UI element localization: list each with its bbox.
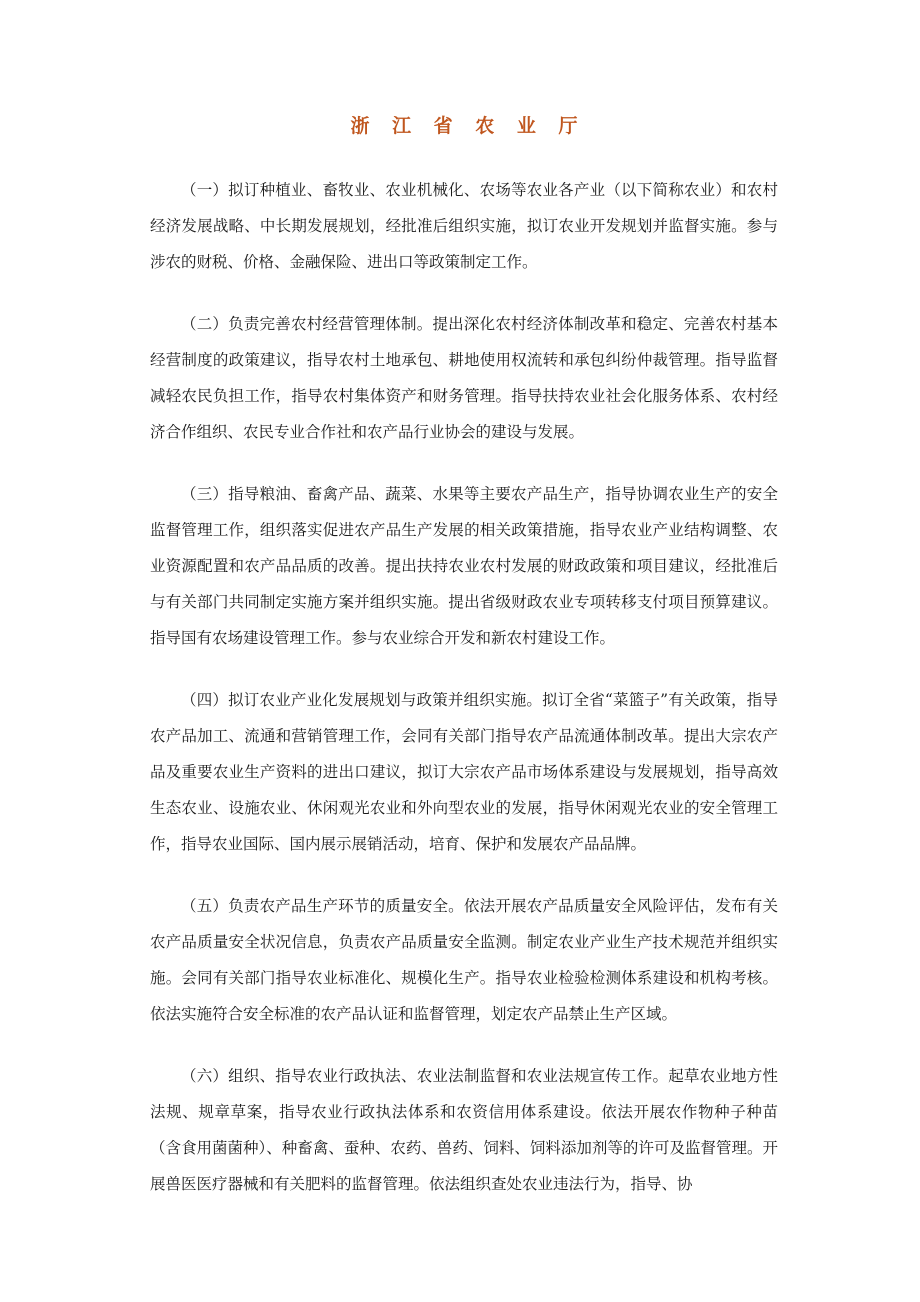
- paragraph-2: （二）负责完善农村经营管理体制。提出深化农村经济体制改革和稳定、完善农村基本经营制度的政策建议，指导农村土地承包、耕地使用权流转和承包纠纷仲裁管理。指导监督减轻农民负担工作，指导农村集体资产和财务管理。指导扶持农业社会化服务体系、农村经济合作组织、农民专业合作社和农产品行业协会的建设与发展。: [150, 315, 778, 441]
- paragraph-5: （五）负责农产品生产环节的质量安全。依法开展农产品质量安全风险评估，发布有关农产品质量安全状况信息，负责农产品质量安全监测。制定农业产业生产技术规范并组织实施。会同有关部门指导农业标准化、规模化生产。指导农业检验检测体系建设和机构考核。依法实施符合安全标准的农产品认证和监督管理，划定农产品禁止生产区域。: [150, 897, 778, 1023]
- paragraph-1: （一）拟订种植业、畜牧业、农业机械化、农场等农业各产业（以下简称农业）和农村经济发展战略、中长期发展规划，经批准后组织实施，拟订农业开发规划并监督实施。参与涉农的财税、价格、金融保险、进出口等政策制定工作。: [150, 181, 778, 271]
- document-title: 浙 江 省 农 业 厅: [350, 115, 586, 137]
- paragraph-3: （三）指导粮油、畜禽产品、蔬菜、水果等主要农产品生产，指导协调农业生产的安全监督管理工作，组织落实促进农产品生产发展的相关政策措施，指导农业产业结构调整、农业资源配置和农产品品质的改善。提出扶持农业农村发展的财政政策和项目建议，经批准后与有关部门共同制定实施方案并组织实施。提出省级财政农业专项转移支付项目预算建议。指导国有农场建设管理工作。参与农业综合开发和新农村建设工作。: [150, 485, 778, 647]
- paragraph-4: （四）拟订农业产业化发展规划与政策并组织实施。拟订全省“菜篮子”有关政策，指导农产品加工、流通和营销管理工作，会同有关部门指导农产品流通体制改革。提出大宗农产品及重要农业生产资料的进出口建议，拟订大宗农产品市场体系建设与发展规划，指导高效生态农业、设施农业、休闲观光农业和外向型农业的发展，指导休闲观光农业的安全管理工作，指导农业国际、国内展示展销活动，培育、保护和发展农产品品牌。: [150, 691, 778, 853]
- paragraph-6: （六）组织、指导农业行政执法、农业法制监督和农业法规宣传工作。起草农业地方性法规、规章草案，指导农业行政执法体系和农资信用体系建设。依法开展农作物种子种苗（含食用菌菌种）、种畜禽、蚕种、农药、兽药、饲料、饲料添加剂等的许可及监督管理。开展兽医医疗器械和有关肥料的监督管理。依法组织查处农业违法行为，指导、协: [150, 1067, 778, 1193]
